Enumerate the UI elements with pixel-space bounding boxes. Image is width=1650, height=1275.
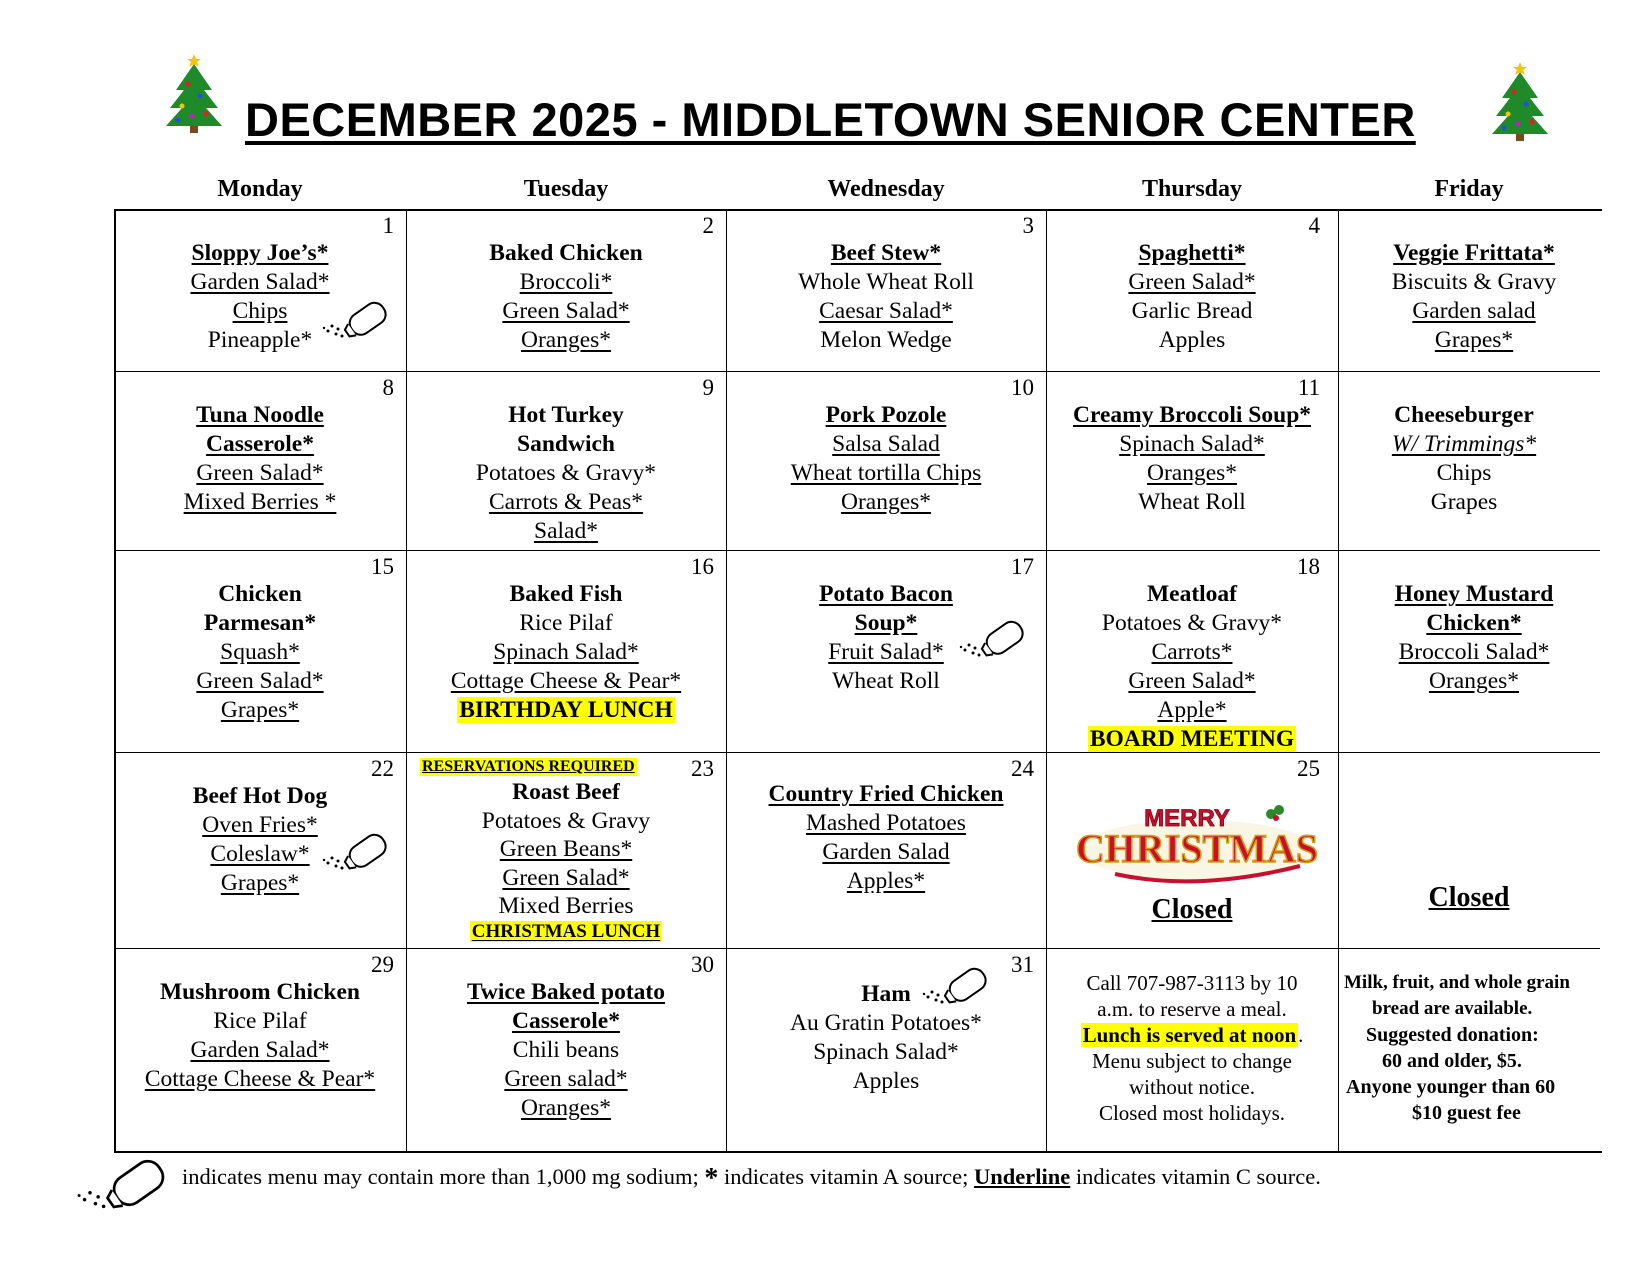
day-header-wednesday: Wednesday: [827, 176, 945, 202]
menu-item: Apples*: [846, 868, 926, 894]
menu-item: Green Salad*: [1128, 668, 1256, 694]
legend-underline-label: Underline: [973, 1164, 1071, 1189]
day-cell: [726, 211, 1046, 371]
main-dish: Roast Beef: [512, 779, 620, 805]
menu-item: Grapes*: [220, 697, 300, 723]
day-number: 18: [1297, 554, 1320, 579]
day-header-tuesday: Tuesday: [523, 176, 609, 202]
day-cell: [406, 754, 726, 948]
menu-item: Spinach Salad*: [493, 639, 639, 665]
reservation-info: [1046, 970, 1338, 1126]
day-cell: [114, 211, 406, 371]
menu-item: Salad*: [534, 518, 598, 544]
logo-text-christmas: CHRISTMAS: [1075, 826, 1319, 871]
info-line: 60 and older, $5.: [1382, 1050, 1522, 1072]
main-dish: Potato Bacon: [819, 581, 953, 607]
main-dish: Creamy Broccoli Soup*: [1072, 402, 1312, 428]
main-dish: Cheeseburger: [1394, 402, 1534, 428]
menu-item: Grapes: [1430, 489, 1498, 515]
day-cell: [1046, 552, 1338, 752]
day-number: 25: [1297, 756, 1320, 781]
event-banner-board-meeting: BOARD MEETING: [1089, 726, 1295, 752]
menu-item: Rice Pilaf: [519, 610, 613, 636]
menu-item: Green Beans*: [499, 836, 633, 862]
day-cell: [114, 950, 406, 1149]
menu-item: Whole Wheat Roll: [798, 269, 974, 295]
main-dish: Casserole*: [206, 431, 314, 457]
closed-label: Closed: [1428, 882, 1510, 913]
day-cell: [726, 754, 1046, 948]
menu-item: Chips: [1436, 460, 1492, 486]
day-number: 15: [371, 554, 394, 579]
info-line: Menu subject to change: [1091, 1049, 1293, 1073]
day-cell: [1338, 373, 1600, 550]
menu-item: Potatoes & Gravy: [481, 807, 651, 834]
menu-item: Green Salad*: [502, 298, 630, 324]
day-cell: [114, 552, 406, 752]
day-number: 23: [691, 756, 714, 781]
day-cell: [1046, 373, 1338, 550]
main-dish: Soup*: [854, 610, 918, 636]
lunch-time-highlight: Lunch is served at noon: [1082, 1023, 1297, 1047]
menu-item: Apples: [852, 1068, 920, 1094]
row-divider: [114, 550, 1600, 551]
menu-item: Squash*: [220, 639, 300, 665]
row-divider: [114, 948, 1600, 949]
menu-item: Spinach Salad*: [813, 1039, 959, 1065]
menu-item: Carrots & Peas*: [488, 489, 644, 515]
main-dish: Tuna Noodle: [196, 402, 324, 428]
main-dish: Twice Baked potato: [466, 979, 665, 1005]
main-dish: Pork Pozole: [825, 402, 947, 428]
legend-sodium-text: indicates menu may contain more than 1,000 mg sodium;: [182, 1164, 699, 1189]
main-dish: Honey Mustard: [1394, 581, 1554, 607]
menu-item: Potatoes & Gravy*: [1101, 610, 1283, 636]
menu-item: Au Gratin Potatoes*: [790, 1010, 982, 1036]
menu-item: Wheat Roll: [1138, 489, 1246, 515]
menu-item: Chili beans: [512, 1037, 620, 1063]
day-cell: [1046, 211, 1338, 371]
main-dish: Beef Stew*: [830, 240, 942, 266]
main-dish: Veggie Frittata*: [1393, 240, 1555, 266]
menu-item: Garlic Bread: [1131, 298, 1253, 324]
menu-item: Oranges*: [840, 489, 932, 515]
menu-item: Rice Pilaf: [213, 1008, 307, 1034]
salt-shaker-icon: [68, 1152, 180, 1220]
info-line: bread are available.: [1372, 998, 1533, 1019]
day-cell: [1338, 552, 1600, 752]
menu-item: Broccoli*: [519, 269, 613, 295]
menu-item: Garden salad: [1412, 298, 1536, 324]
info-line: without notice.: [1129, 1075, 1255, 1099]
menu-item: Cottage Cheese & Pear*: [144, 1066, 376, 1092]
day-number: 10: [1011, 375, 1034, 400]
day-cell: [406, 373, 726, 550]
menu-item: Wheat Roll: [832, 668, 940, 694]
menu-item: Fruit Salad*: [828, 639, 944, 665]
menu-item: Melon Wedge: [820, 327, 952, 353]
menu-item: Oranges*: [1428, 668, 1520, 694]
day-number: 31: [1011, 952, 1034, 977]
menu-item: Coleslaw*: [210, 841, 310, 867]
main-dish: Chicken*: [1426, 610, 1522, 636]
menu-item: Green Salad*: [196, 668, 324, 694]
day-number: 11: [1297, 375, 1320, 400]
row-divider: [114, 371, 1600, 372]
main-dish: Country Fried Chicken: [768, 781, 1004, 807]
legend-star: *: [704, 1163, 719, 1194]
reservations-required-banner: RESERVATIONS REQUIRED: [422, 758, 635, 775]
menu-item: Grapes*: [1434, 327, 1514, 353]
menu-item: Garden Salad*: [190, 1037, 330, 1063]
day-number: 24: [1011, 756, 1034, 781]
menu-item: Green Salad*: [196, 460, 324, 486]
menu-item: Mixed Berries *: [183, 489, 337, 515]
menu-item: Green salad*: [504, 1066, 628, 1092]
info-line: $10 guest fee: [1412, 1102, 1521, 1124]
day-number: 1: [382, 213, 394, 238]
day-header-thursday: Thursday: [1141, 176, 1243, 202]
menu-item: Grapes*: [220, 870, 300, 896]
donation-info: [1344, 970, 1600, 1126]
main-dish: Spaghetti*: [1138, 240, 1246, 266]
menu-item: Wheat tortilla Chips: [790, 460, 982, 486]
main-dish: Baked Chicken: [489, 240, 643, 266]
menu-item: Apple*: [1157, 697, 1227, 723]
christmas-tree-icon: [1486, 58, 1554, 142]
legend-vitamin-a-text: indicates vitamin A source;: [724, 1164, 969, 1189]
menu-item: Oranges*: [520, 1095, 612, 1121]
event-banner-birthday: BIRTHDAY LUNCH: [459, 697, 673, 723]
day-number: 29: [371, 952, 394, 977]
menu-item: Chips: [232, 298, 288, 324]
day-cell: [406, 950, 726, 1149]
menu-item: Pineapple*: [207, 327, 313, 353]
main-dish: Mushroom Chicken: [160, 979, 360, 1005]
page-title: DECEMBER 2025 - MIDDLETOWN SENIOR CENTER: [245, 93, 1416, 146]
menu-item: Cottage Cheese & Pear*: [450, 668, 682, 694]
salt-shaker-icon: [318, 296, 396, 346]
menu-item: Garden Salad: [822, 839, 950, 865]
main-dish: Baked Fish: [509, 581, 623, 607]
closed-label: Closed: [1151, 894, 1233, 925]
day-cell: [726, 950, 1046, 1149]
main-dish: Sloppy Joe’s*: [191, 240, 329, 266]
menu-item: Caesar Salad*: [819, 298, 953, 324]
main-dish: Ham: [861, 981, 911, 1007]
menu-item: Spinach Salad*: [1119, 431, 1265, 457]
day-cell: [406, 552, 726, 752]
menu-item: Potatoes & Gravy*: [475, 460, 657, 486]
event-banner-christmas-lunch: CHRISTMAS LUNCH: [471, 920, 661, 942]
legend: [182, 1160, 1321, 1192]
day-number: 9: [702, 375, 714, 400]
salt-shaker-icon: [918, 962, 996, 1012]
day-number: 4: [1308, 213, 1320, 238]
day-number: 2: [702, 213, 714, 238]
menu-item: Garden Salad*: [190, 269, 330, 295]
menu-item: Mixed Berries: [498, 893, 634, 919]
info-line: a.m. to reserve a meal.: [1097, 997, 1287, 1021]
day-cell: [1338, 211, 1600, 371]
main-dish: Beef Hot Dog: [192, 783, 328, 809]
christmas-tree-icon: [160, 50, 228, 134]
row-divider: [114, 752, 1600, 753]
main-dish: Meatloaf: [1146, 581, 1238, 607]
day-cell: [406, 211, 726, 371]
day-number: 16: [691, 554, 714, 579]
info-line: .: [1298, 1023, 1304, 1047]
info-line: Anyone younger than 60: [1346, 1076, 1556, 1098]
info-line: Milk, fruit, and whole grain: [1344, 972, 1570, 993]
day-cell: [1338, 754, 1600, 948]
menu-item: Broccoli Salad*: [1398, 639, 1550, 665]
main-dish: Sandwich: [517, 431, 615, 457]
day-cell: [114, 373, 406, 550]
info-line: Closed most holidays.: [1098, 1101, 1286, 1125]
menu-item: Mashed Potatoes: [806, 810, 966, 836]
logo-text-merry: MERRY: [1144, 805, 1230, 832]
main-dish: Casserole*: [512, 1008, 620, 1034]
day-number: 17: [1011, 554, 1034, 579]
salt-shaker-icon: [318, 828, 396, 878]
day-number: 22: [371, 756, 394, 781]
day-header-monday: Monday: [217, 176, 303, 202]
menu-item: Apples: [1158, 327, 1226, 353]
day-number: 30: [691, 952, 714, 977]
day-number: 3: [1022, 213, 1034, 238]
main-dish: Chicken: [218, 581, 302, 607]
menu-item: Biscuits & Gravy: [1391, 269, 1557, 295]
main-dish: Hot Turkey: [508, 402, 624, 428]
menu-item: Green Salad*: [502, 864, 630, 891]
menu-item: Green Salad*: [1128, 269, 1256, 295]
menu-item: Oranges*: [1146, 460, 1238, 486]
legend-vitamin-c-text: indicates vitamin C source.: [1075, 1164, 1321, 1189]
info-line: Call 707-987-3113 by 10: [1086, 971, 1298, 995]
salt-shaker-icon: [955, 615, 1033, 665]
merry-christmas-logo: [1075, 800, 1320, 890]
day-header-friday: Friday: [1434, 176, 1504, 202]
menu-item: Oven Fries*: [202, 812, 318, 838]
menu-item: Salsa Salad: [832, 431, 940, 457]
menu-item: Oranges*: [520, 327, 612, 353]
menu-item: W/ Trimmings*: [1391, 431, 1537, 457]
day-number: 8: [382, 375, 394, 400]
info-line: Suggested donation:: [1366, 1024, 1539, 1046]
main-dish: Parmesan*: [203, 610, 317, 636]
day-cell: [726, 373, 1046, 550]
menu-item: Carrots*: [1151, 639, 1233, 665]
